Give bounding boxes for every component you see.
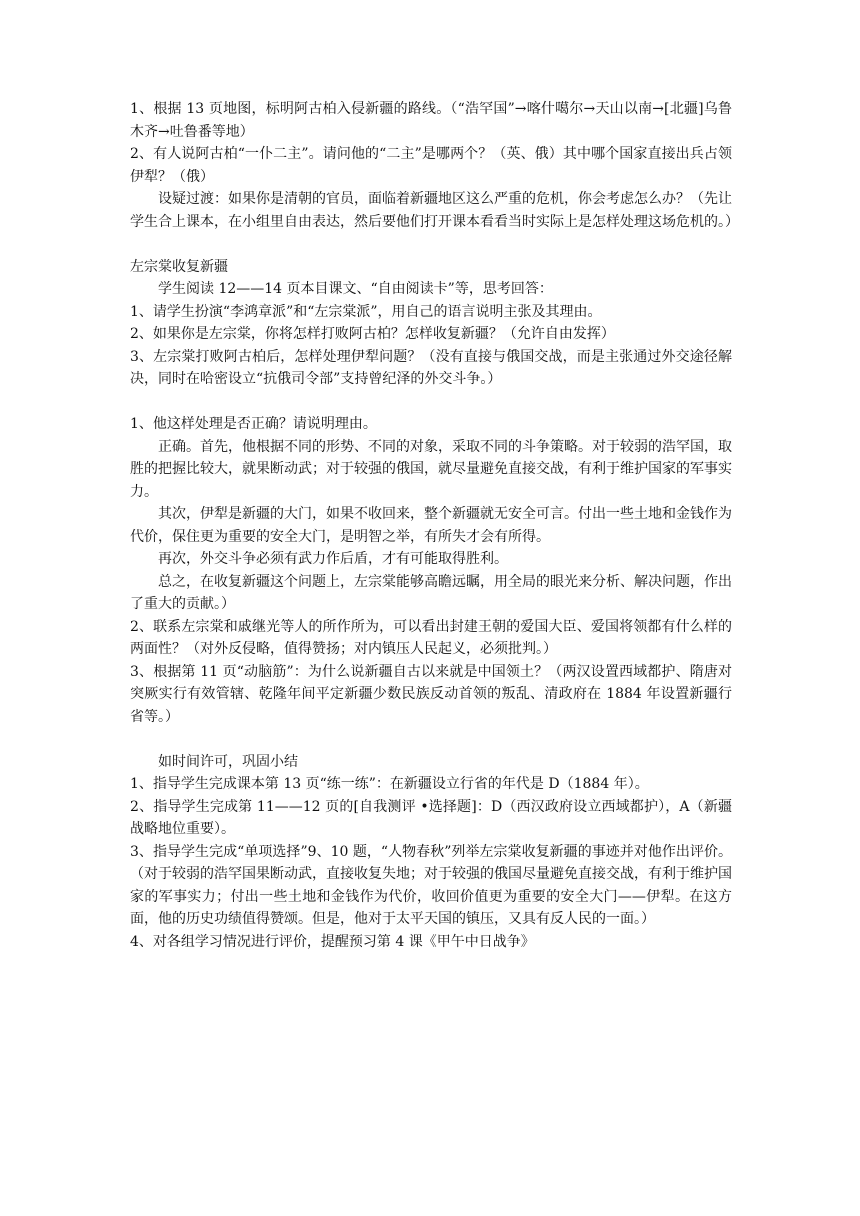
summary-item-1: 1、指导学生完成课本第 13 页“练一练”：在新疆设立行省的年代是 D（1884 年）。: [130, 776, 649, 792]
summary-item-4: 4、对各组学习情况进行评价，提醒预习第 4 课《甲午中日战争》: [130, 933, 535, 950]
question-correctness: 1、他这样处理是否正确？请说明理由。: [130, 416, 377, 432]
answer-first: 正确。首先，他根据不同的形势、不同的对象，采取不同的斗争策略。对于较弱的浩罕国，取胜的把握比较大，就果断动武；对于较强的俄国，就尽量避免直接交战，有利于维护国家的军事实力。: [130, 438, 732, 500]
document-page: [130, 98, 739, 953]
summary-heading: 如时间许可，巩固小结: [158, 753, 298, 770]
transition-paragraph: 设疑过渡：如果你是清朝的官员，面临着新疆地区这么严重的危机，你会考虑怎么办？（先让学生合上课本，在小组里自由表达，然后要他们打开课本看看当时实际上是怎样处理这场危机的。）: [130, 191, 739, 230]
section-heading: 左宗棠收复新疆: [130, 258, 228, 275]
question-duality: 2、联系左宗棠和戚继光等人的所作所为，可以看出封建王朝的爱国大臣、爱国将领都有什么样的两面性？（对外反侵略，值得赞扬；对内镇压人民起义，必须批判。）: [130, 618, 732, 657]
answer-third: 再次，外交斗争必须有武力作后盾，才有可能取得胜利。: [158, 551, 508, 567]
question-territory: 3、根据第 11 页“动脑筋”：为什么说新疆自古以来就是中国领土？（两汉设置西域都护、隋唐对突厥实行有效管辖、乾隆年间平定新疆少数民族反动首领的叛乱、清政府在 1884 年设置新疆行省等。）: [130, 663, 732, 725]
answer-conclusion: 总之，在收复新疆这个问题上，左宗棠能够高瞻远瞩，用全局的眼光来分析、解决问题，作出了重大的贡献。）: [130, 573, 732, 612]
question-defeat-agubo: 2、如果你是左宗棠，你将怎样打败阿古柏？怎样收复新疆？（允许自由发挥）: [130, 326, 615, 342]
blank-line: [130, 728, 732, 751]
question-two-masters: 2、有人说阿古柏“一仆二主”。请问他的“二主”是哪两个？（英、俄）其中哪个国家直接出兵占领伊犁？（俄）: [130, 146, 732, 185]
question-role-play: 1、请学生扮演“李鸿章派”和“左宗棠派”，用自己的语言说明主张及其理由。: [130, 303, 602, 320]
blank-line: [130, 391, 732, 414]
summary-item-2: 2、指导学生完成第 11——12 页的[自我测评 •选择题]：D（西汉政府设立西域都护），A（新疆战略地位重要）。: [130, 798, 732, 837]
question-ili-issue: 3、左宗棠打败阿古柏后，怎样处理伊犁问题？（没有直接与俄国交战，而是主张通过外交途径解决，同时在哈密设立“抗俄司令部”支持曾纪泽的外交斗争。）: [130, 348, 732, 387]
summary-item-3: 3、指导学生完成“单项选择”9、10 题，“人物春秋”列举左宗棠收复新疆的事迹并对他作出评价。（对于较弱的浩罕国果断动武，直接收复失地；对于较强的俄国尽量避免直接交战，有利于维护国家的军事实力；付出一些土地和金钱作为代价，收回价值更为重要的安全大门——伊犁。在这方面，他的历史功绩值得赞颂。但是，他对于太平天国的镇压，又具有反人民的一面。）: [130, 843, 732, 927]
blank-line: [130, 233, 732, 256]
reading-instruction: 学生阅读 12——14 页本目课文、“自由阅读卡”等，思考回答：: [158, 281, 553, 297]
question-route-map: 1、根据 13 页地图，标明阿古柏入侵新疆的路线。（“浩罕国”→喀什噶尔→天山以南→[北疆]乌鲁木齐→吐鲁番等地）: [130, 101, 732, 140]
answer-second: 其次，伊犁是新疆的大门，如果不收回来，整个新疆就无安全可言。付出一些土地和金钱作为代价，保住更为重要的安全大门，是明智之举，有所失才会有所得。: [130, 506, 732, 545]
